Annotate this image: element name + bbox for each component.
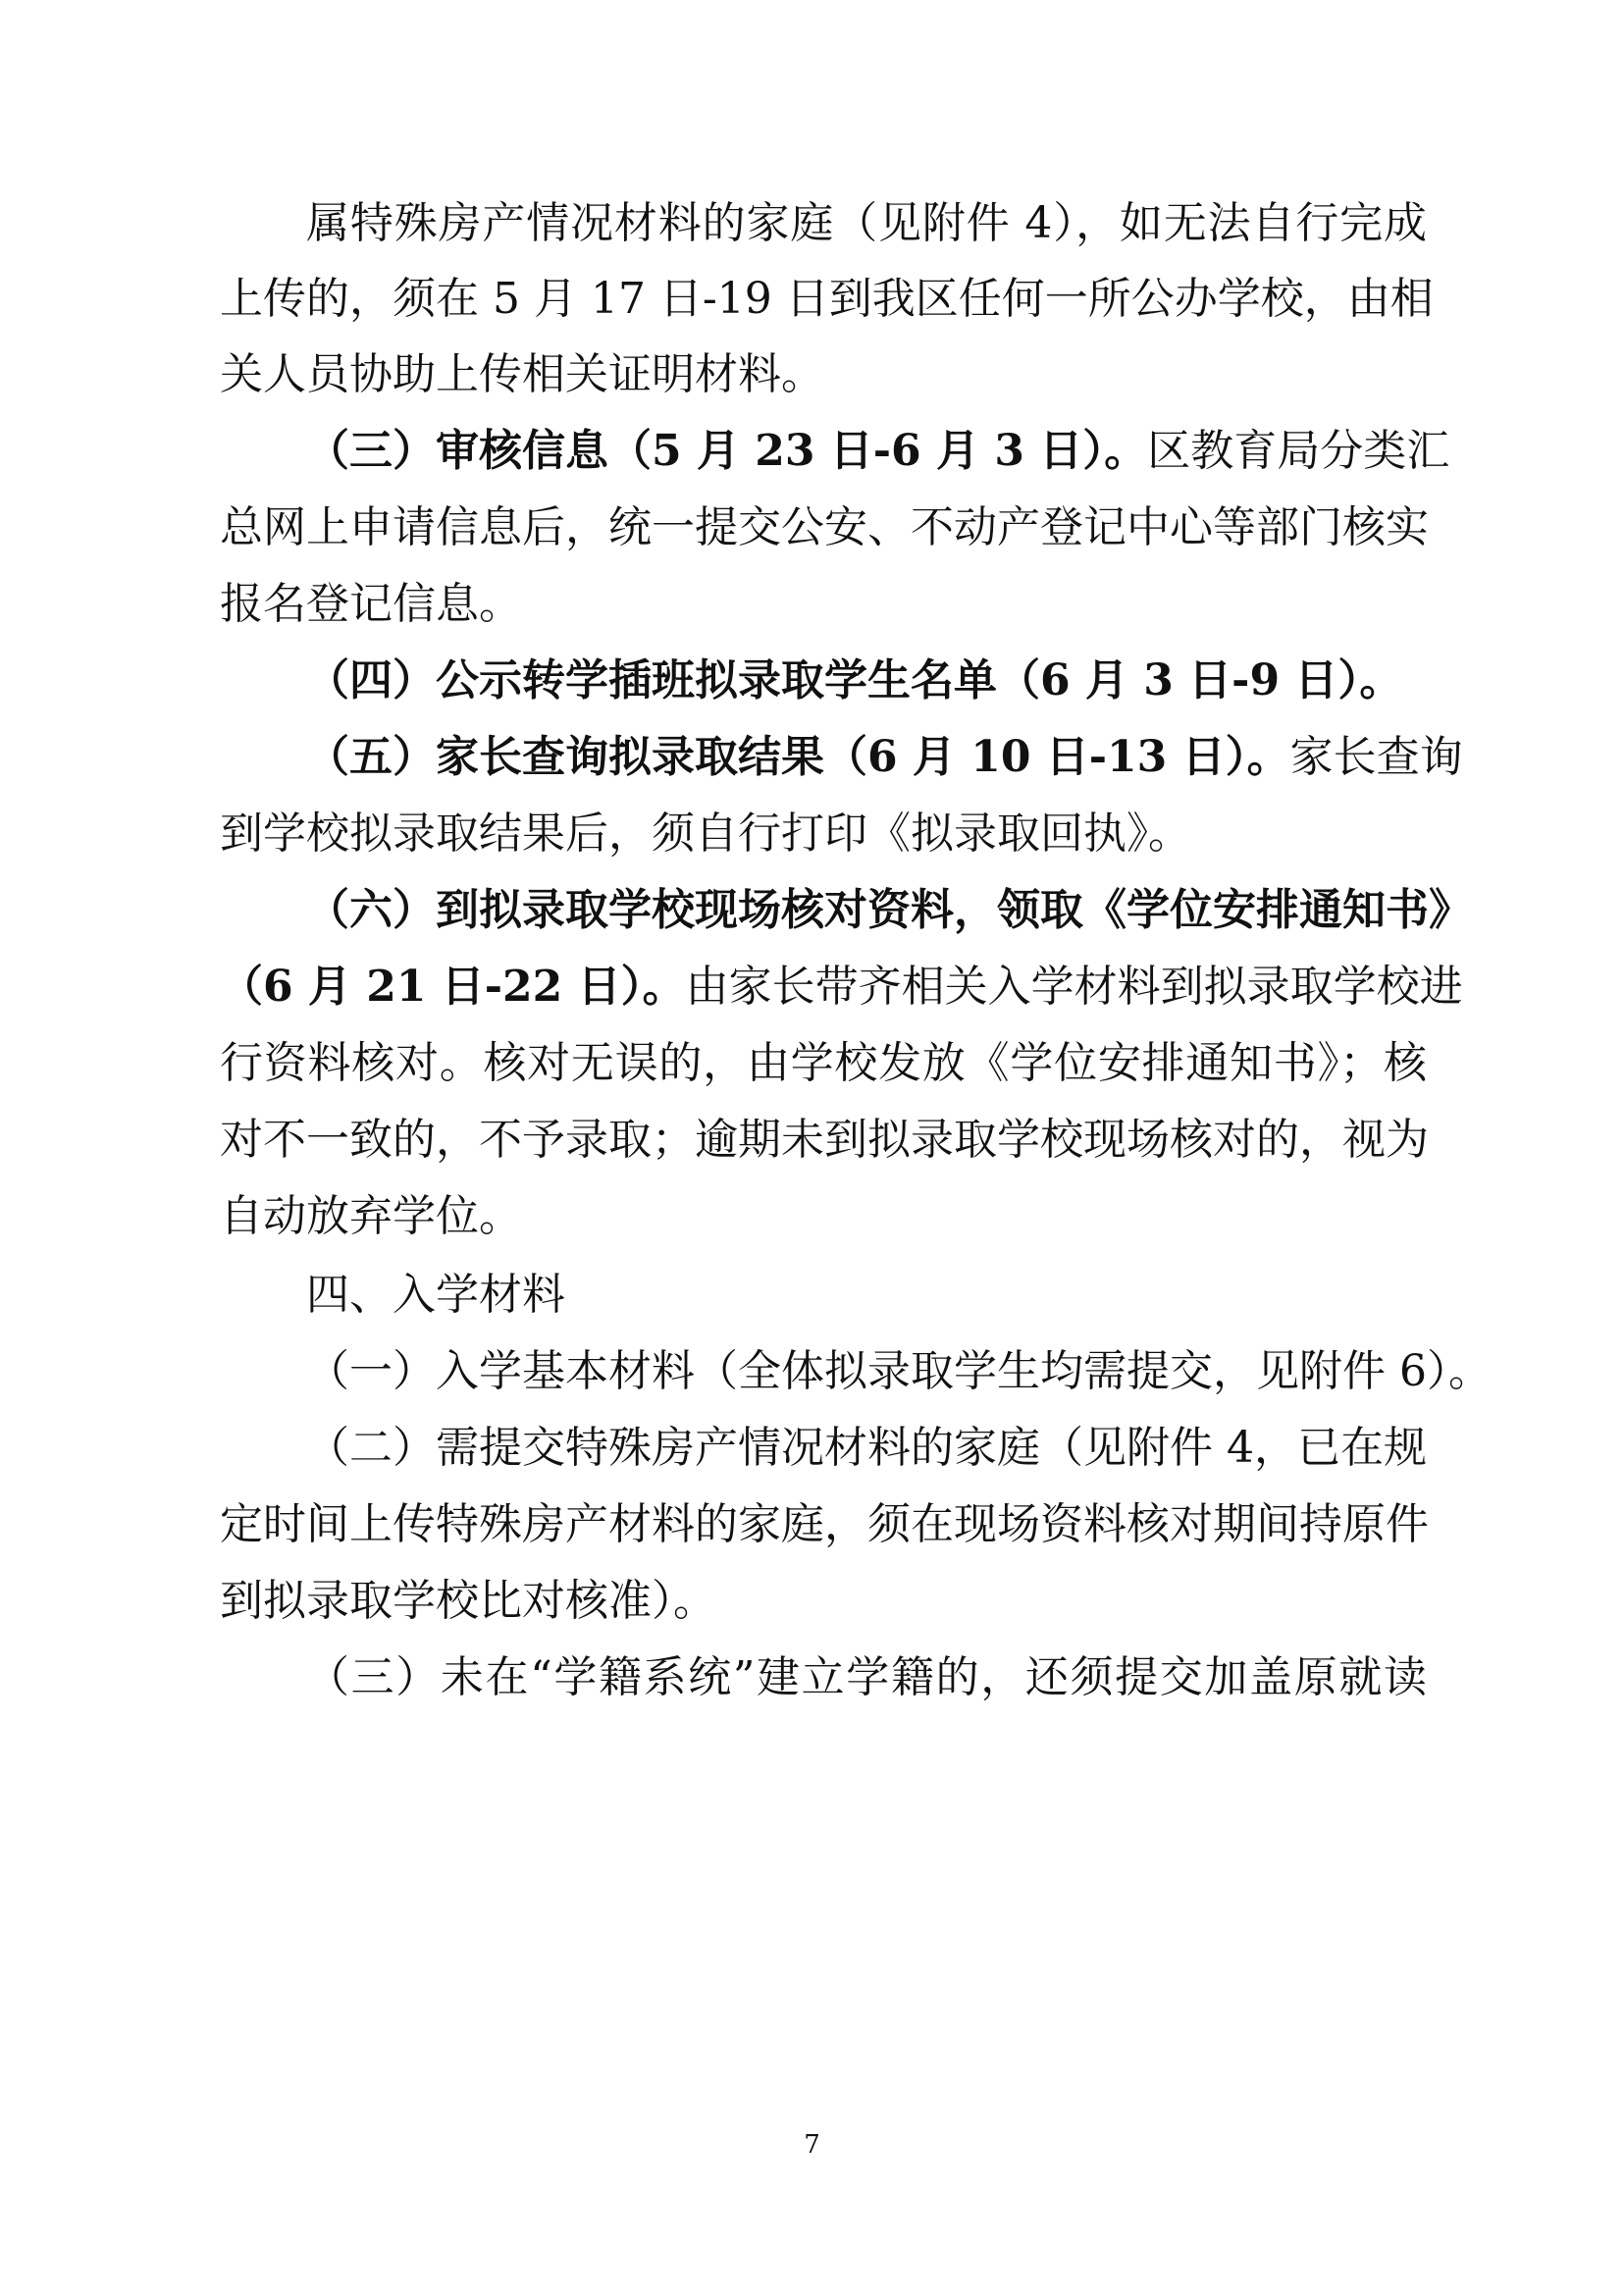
paragraph-line: 到拟录取学校比对核准）。 <box>220 1576 716 1626</box>
section-heading-query: （五）家长查询拟录取结果（6 月 10 日-13 日）。 <box>306 732 1290 782</box>
section-heading-verify: （六）到拟录取学校现场核对资料，领取《学位安排通知书》 <box>306 885 1472 935</box>
section-heading-audit: （三）审核信息（5 月 23 日-6 月 3 日）。 <box>306 426 1148 476</box>
paragraph-line: 到学校拟录取结果后，须自行打印《拟录取回执》。 <box>220 809 1191 859</box>
paragraph-line: 定时间上传特殊房产材料的家庭，须在现场资料核对期间持原件 <box>220 1499 1429 1549</box>
section-text: 由家长带齐相关入学材料到拟录取学校进 <box>685 962 1463 1012</box>
paragraph-line: 对不一致的，不予录取；逾期未到拟录取学校现场核对的，视为 <box>220 1115 1429 1165</box>
paragraph-line: （二）需提交特殊房产情况材料的家庭（见附件 4，已在规 <box>306 1423 1427 1473</box>
section-heading-publicity: （四）公示转学插班拟录取学生名单（6 月 3 日-9 日）。 <box>306 655 1403 705</box>
paragraph-line: 关人员协助上传相关证明材料。 <box>220 349 824 399</box>
paragraph-line: （三）未在“学籍系统”建立学籍的，还须提交加盖原就读 <box>306 1652 1427 1702</box>
paragraph-line: （一）入学基本材料（全体拟录取学生均需提交，见附件 6）。 <box>306 1346 1492 1396</box>
section-text: 区教育局分类汇 <box>1147 426 1450 476</box>
paragraph-line: 行资料核对。核对无误的，由学校发放《学位安排通知书》；核 <box>220 1038 1427 1088</box>
chapter-heading: 四、入学材料 <box>306 1270 565 1320</box>
section-heading-line <box>306 422 1450 481</box>
paragraph-line: 属特殊房产情况材料的家庭（见附件 4），如无法自行完成 <box>306 198 1427 248</box>
section-heading-line <box>306 728 1463 787</box>
paragraph-line: 总网上申请信息后，统一提交公安、不动产登记中心等部门核实 <box>220 502 1429 552</box>
section-text: 家长查询 <box>1289 732 1463 782</box>
section-heading-line <box>220 958 1463 1017</box>
section-heading-date: （6 月 21 日-22 日）。 <box>220 962 686 1012</box>
paragraph-line: 自动放弃学位。 <box>220 1191 522 1241</box>
page-number: 7 <box>804 2130 820 2160</box>
paragraph-line: 报名登记信息。 <box>220 579 522 629</box>
paragraph-line: 上传的，须在 5 月 17 日-19 日到我区任何一所公办学校，由相 <box>220 274 1434 324</box>
